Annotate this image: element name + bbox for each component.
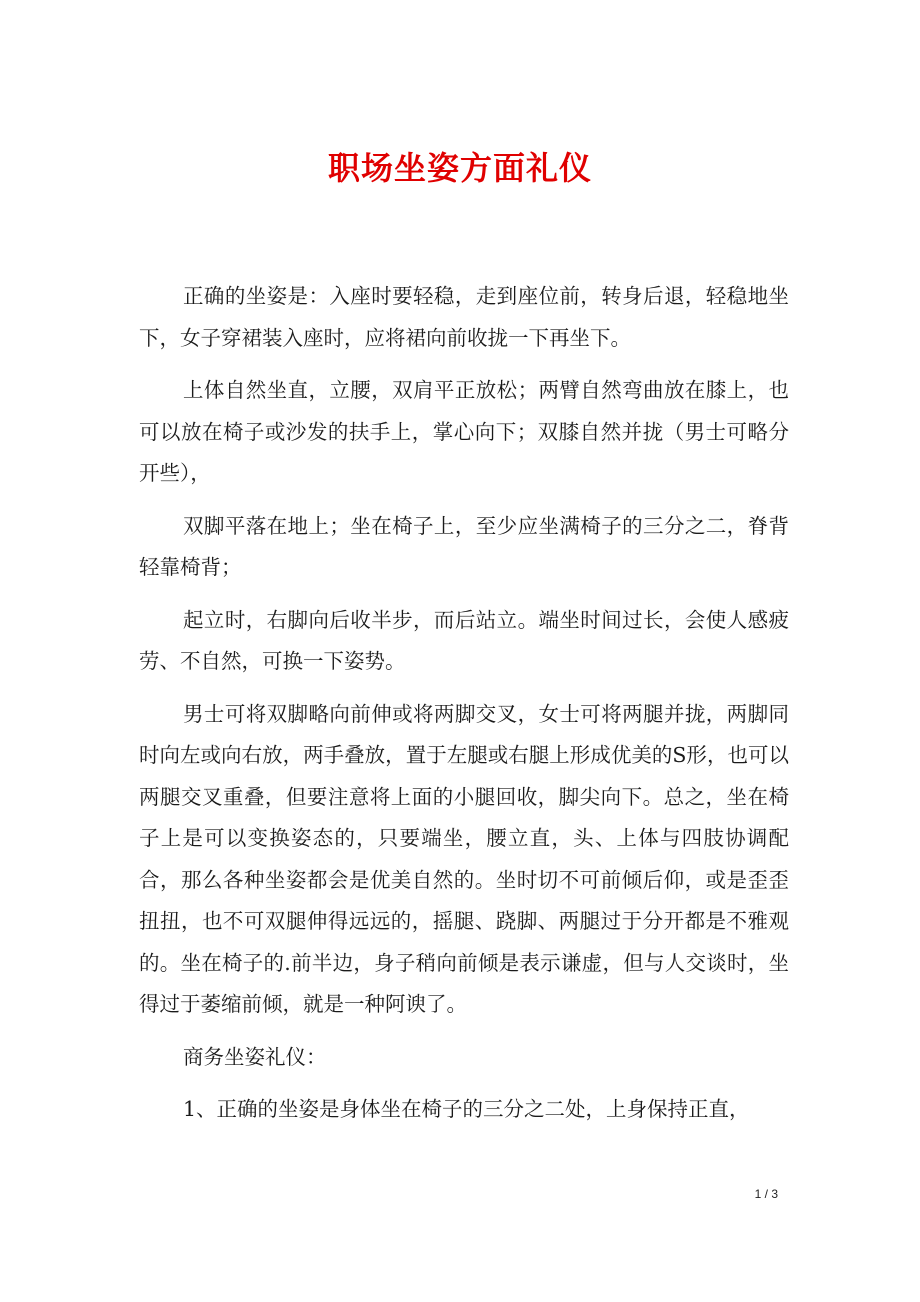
document-body (139, 276, 789, 1131)
paragraph-seating-correct: 正确的坐姿是：入座时要轻稳，走到座位前，转身后退，轻稳地坐下，女子穿裙装入座时，应将裙向前收拢一下再坐下。 (139, 284, 789, 350)
paragraph-leg-positions: 男士可将双脚略向前伸或将两脚交叉，女士可将两腿并拢，两脚同时向左或向右放，两手叠放，置于左腿或右腿上形成优美的S形，也可以两腿交叉重叠，但要注意将上面的小腿回收，脚尖向下。总之，坐在椅子上是可以变换姿态的，只要端坐，腰立直，头、上体与四肢协调配合，那么各种坐姿都会是优美自然的。坐时切不可前倾后仰，或是歪歪扭扭，也不可双腿伸得远远的，摇腿、跷脚、两腿过于分开都是不雅观的。坐在椅子的.前半边，身子稍向前倾是表示谦虚，但与人交谈时，坐得过于萎缩前倾，就是一种阿谀了。 (139, 701, 789, 1016)
document-title: 职场坐姿方面礼仪 (327, 149, 592, 187)
page-number: 1 / 3 (754, 1187, 778, 1201)
paragraph-upper-body: 上体自然坐直，立腰，双肩平正放松；两臂自然弯曲放在膝上，也可以放在椅子或沙发的扶手上，掌心向下；双膝自然并拢（男士可略分开些）， (139, 378, 789, 485)
paragraph-business-item-1: 1、正确的坐姿是身体坐在椅子的三分之二处，上身保持正直， (183, 1097, 750, 1121)
paragraph-standing-up: 起立时，右脚向后收半步，而后站立。端坐时间过长，会使人感疲劳、不自然，可换一下姿势。 (139, 607, 789, 673)
paragraph-feet: 双脚平落在地上；坐在椅子上，至少应坐满椅子的三分之二，脊背轻靠椅背； (139, 513, 789, 579)
paragraph-business-heading: 商务坐姿礼仪： (183, 1044, 327, 1069)
